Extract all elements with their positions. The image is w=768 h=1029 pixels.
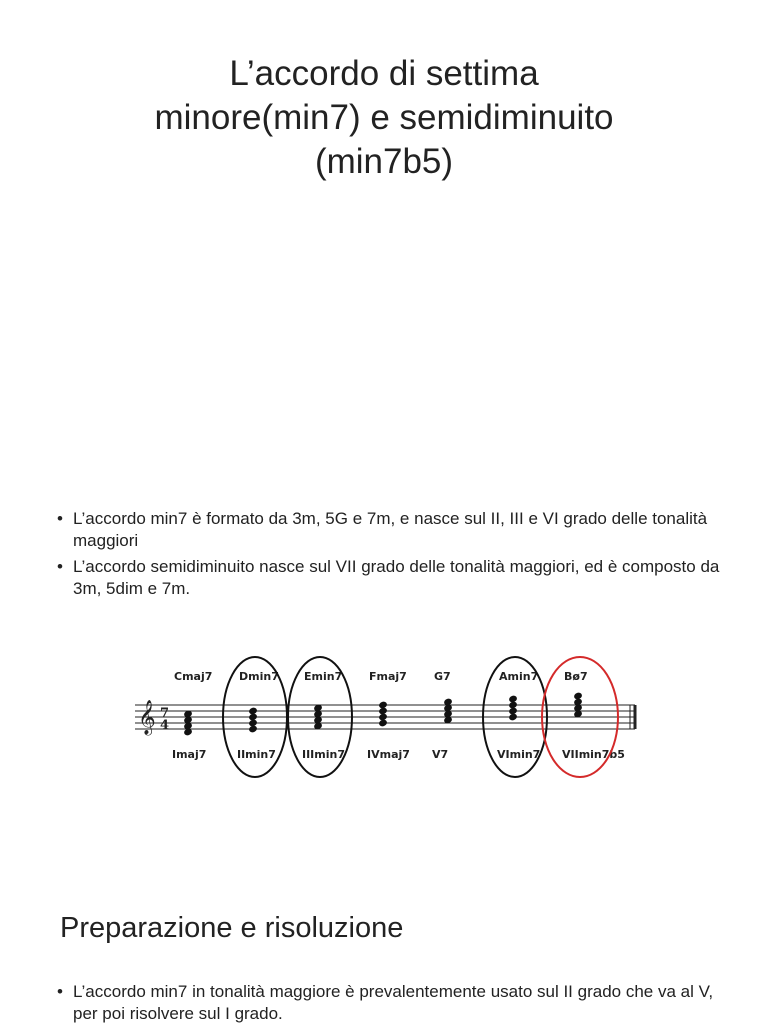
bullet-item (57, 981, 727, 1025)
chord-name-label: Emin7 (304, 670, 343, 683)
music-staff-figure (130, 650, 650, 810)
bullet-dot-icon: • (57, 509, 63, 528)
note-head (248, 707, 258, 716)
chord-degree-label: VIImin7b5 (562, 748, 625, 761)
chord-degree-label: V7 (432, 748, 449, 761)
chord-degree-label: IIImin7 (302, 748, 345, 761)
chord-name-label: Fmaj7 (369, 670, 407, 683)
chord-degree-label: VImin7 (497, 748, 541, 761)
bullet-list-2 (57, 981, 727, 1029)
treble-clef-icon: 𝄞 (138, 700, 156, 735)
title-line-1: L’accordo di settima (229, 54, 539, 93)
chord-degree-label: Imaj7 (172, 748, 207, 761)
chord-degree-label: IImin7 (237, 748, 276, 761)
bullet-text: L’accordo min7 è formato da 3m, 5G e 7m, e nasce sul II, III e VI grado delle tonalità maggiori (73, 509, 708, 550)
title-line-3: (min7b5) (314, 142, 454, 181)
bullet-item (57, 556, 727, 600)
bullet-text: L’accordo min7 in tonalità maggiore è prevalentemente usato sul II grado che va al V, per poi risolvere sul I grado. (73, 982, 714, 1023)
chord-degree-label: IVmaj7 (367, 748, 410, 761)
time-signature-bottom: 4 (160, 718, 170, 733)
note-head (378, 701, 388, 710)
chord-name-label: G7 (434, 670, 451, 683)
note-head (573, 692, 583, 701)
bullet-dot-icon: • (57, 557, 63, 576)
bullet-list (57, 508, 727, 604)
chord-name-label: Dmin7 (239, 670, 279, 683)
bullet-dot-icon: • (57, 982, 63, 1001)
bullet-item (57, 508, 727, 552)
chord-name-label: Cmaj7 (174, 670, 213, 683)
title-line-2: minore(min7) e semidiminuito (154, 98, 614, 137)
bullet-text: L’accordo semidiminuito nasce sul VII grado delle tonalità maggiori, ed è composto da 3m, 5dim e 7m. (73, 557, 720, 598)
music-staff-svg (130, 650, 650, 810)
time-signature-top: 7 (160, 706, 170, 721)
section-heading: Preparazione e risoluzione (60, 912, 404, 944)
slide-title (60, 52, 708, 184)
chord-name-label: Bø7 (564, 670, 588, 683)
note-head (508, 695, 518, 704)
chord-name-label: Amin7 (499, 670, 539, 683)
